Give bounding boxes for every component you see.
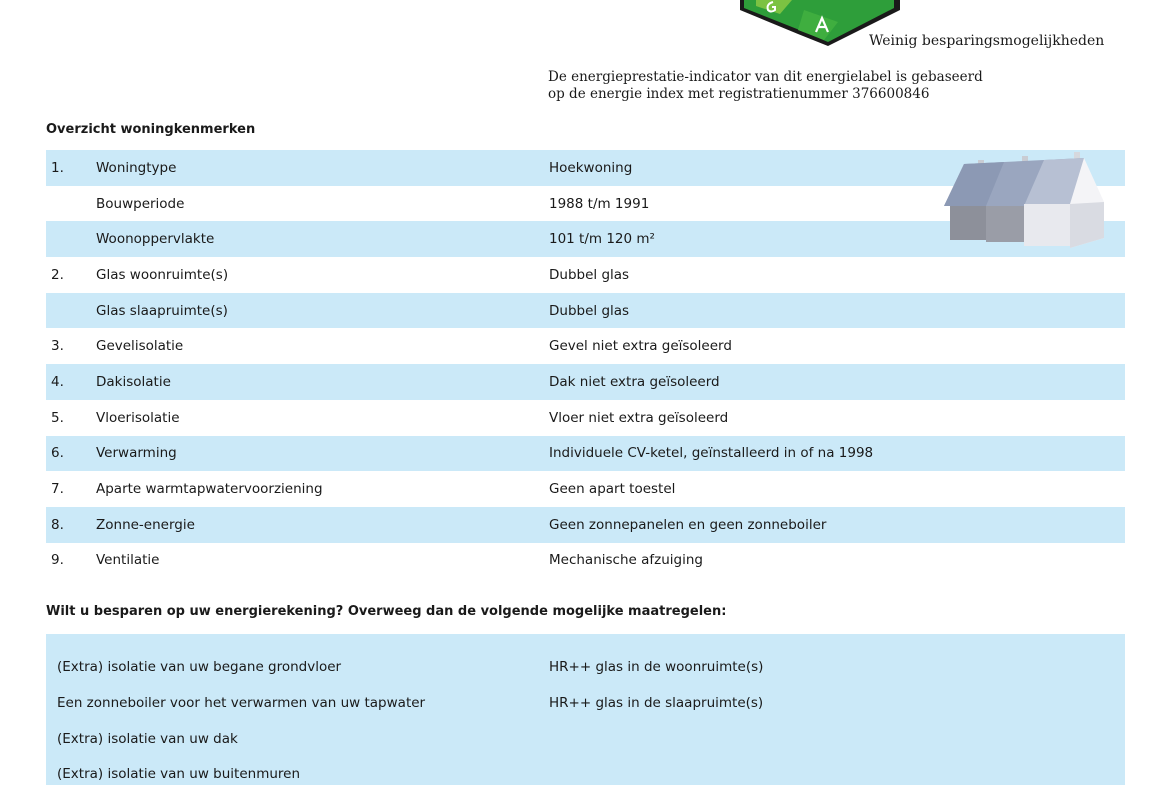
saving-note: Weinig besparingsmogelijkheden xyxy=(869,33,1105,49)
table-row xyxy=(46,293,1125,329)
row-number: 9. xyxy=(51,552,64,569)
row-label: Woningtype xyxy=(96,159,177,176)
row-label: Ventilatie xyxy=(96,552,160,569)
measures-title: Wilt u besparen op uw energierekening? Overweeg dan de volgende mogelijke maatregelen: xyxy=(46,604,727,619)
row-value: 101 t/m 120 m² xyxy=(549,231,655,248)
row-number: 8. xyxy=(51,516,64,533)
row-number: 4. xyxy=(51,373,64,390)
table-row xyxy=(46,400,1125,436)
row-label: Vloerisolatie xyxy=(96,409,180,426)
row-label: Gevelisolatie xyxy=(96,338,184,355)
cropped-header-fragment xyxy=(118,0,243,2)
table-row xyxy=(46,543,1125,579)
measure-item: (Extra) isolatie van uw buitenmuren xyxy=(57,766,301,782)
measure-item: HR++ glas in de slaapruimte(s) xyxy=(549,695,764,711)
row-value: Dak niet extra geïsoleerd xyxy=(549,373,720,390)
indicator-note xyxy=(548,69,983,103)
row-value: Geen apart toestel xyxy=(549,481,676,498)
row-value: Vloer niet extra geïsoleerd xyxy=(549,409,729,426)
measure-item: Een zonneboiler voor het verwarmen van uw tapwater xyxy=(57,695,426,711)
row-number: 7. xyxy=(51,481,64,498)
features-title: Overzicht woningkenmerken xyxy=(46,122,256,137)
indicator-note-line-2: op de energie index met registratienummer 376600846 xyxy=(548,86,930,102)
row-value: Hoekwoning xyxy=(549,159,633,176)
measure-item: HR++ glas in de woonruimte(s) xyxy=(549,659,764,675)
row-value: Individuele CV-ketel, geïnstalleerd in of na 1998 xyxy=(549,445,874,462)
table-row xyxy=(46,507,1125,543)
corner-house-icon xyxy=(944,150,1106,252)
table-row xyxy=(46,364,1125,400)
row-label: Verwarming xyxy=(96,445,177,462)
row-number: 3. xyxy=(51,338,64,355)
row-label: Glas slaapruimte(s) xyxy=(96,302,228,319)
table-row xyxy=(46,328,1125,364)
row-number: 1. xyxy=(51,159,64,176)
indicator-note-line-1: De energieprestatie-indicator van dit energielabel is gebaseerd xyxy=(548,69,983,85)
row-label: Aparte warmtapwatervoorziening xyxy=(96,481,323,498)
row-value: 1988 t/m 1991 xyxy=(549,195,650,212)
row-label: Dakisolatie xyxy=(96,373,171,390)
row-value: Geen zonnepanelen en geen zonneboiler xyxy=(549,516,827,533)
table-row xyxy=(46,257,1125,293)
row-label: Bouwperiode xyxy=(96,195,185,212)
row-number: 6. xyxy=(51,445,64,462)
measures-box xyxy=(46,634,1125,785)
row-number: 5. xyxy=(51,409,64,426)
row-label: Woonoppervlakte xyxy=(96,231,215,248)
row-label: Glas woonruimte(s) xyxy=(96,266,229,283)
table-row xyxy=(46,471,1125,507)
row-number: 2. xyxy=(51,266,64,283)
row-value: Mechanische afzuiging xyxy=(549,552,703,569)
row-value: Dubbel glas xyxy=(549,302,630,319)
measure-item: (Extra) isolatie van uw begane grondvloer xyxy=(57,659,342,675)
table-row xyxy=(46,436,1125,472)
row-value: Gevel niet extra geïsoleerd xyxy=(549,338,732,355)
measure-item: (Extra) isolatie van uw dak xyxy=(57,731,238,747)
row-label: Zonne-energie xyxy=(96,516,195,533)
row-value: Dubbel glas xyxy=(549,266,630,283)
